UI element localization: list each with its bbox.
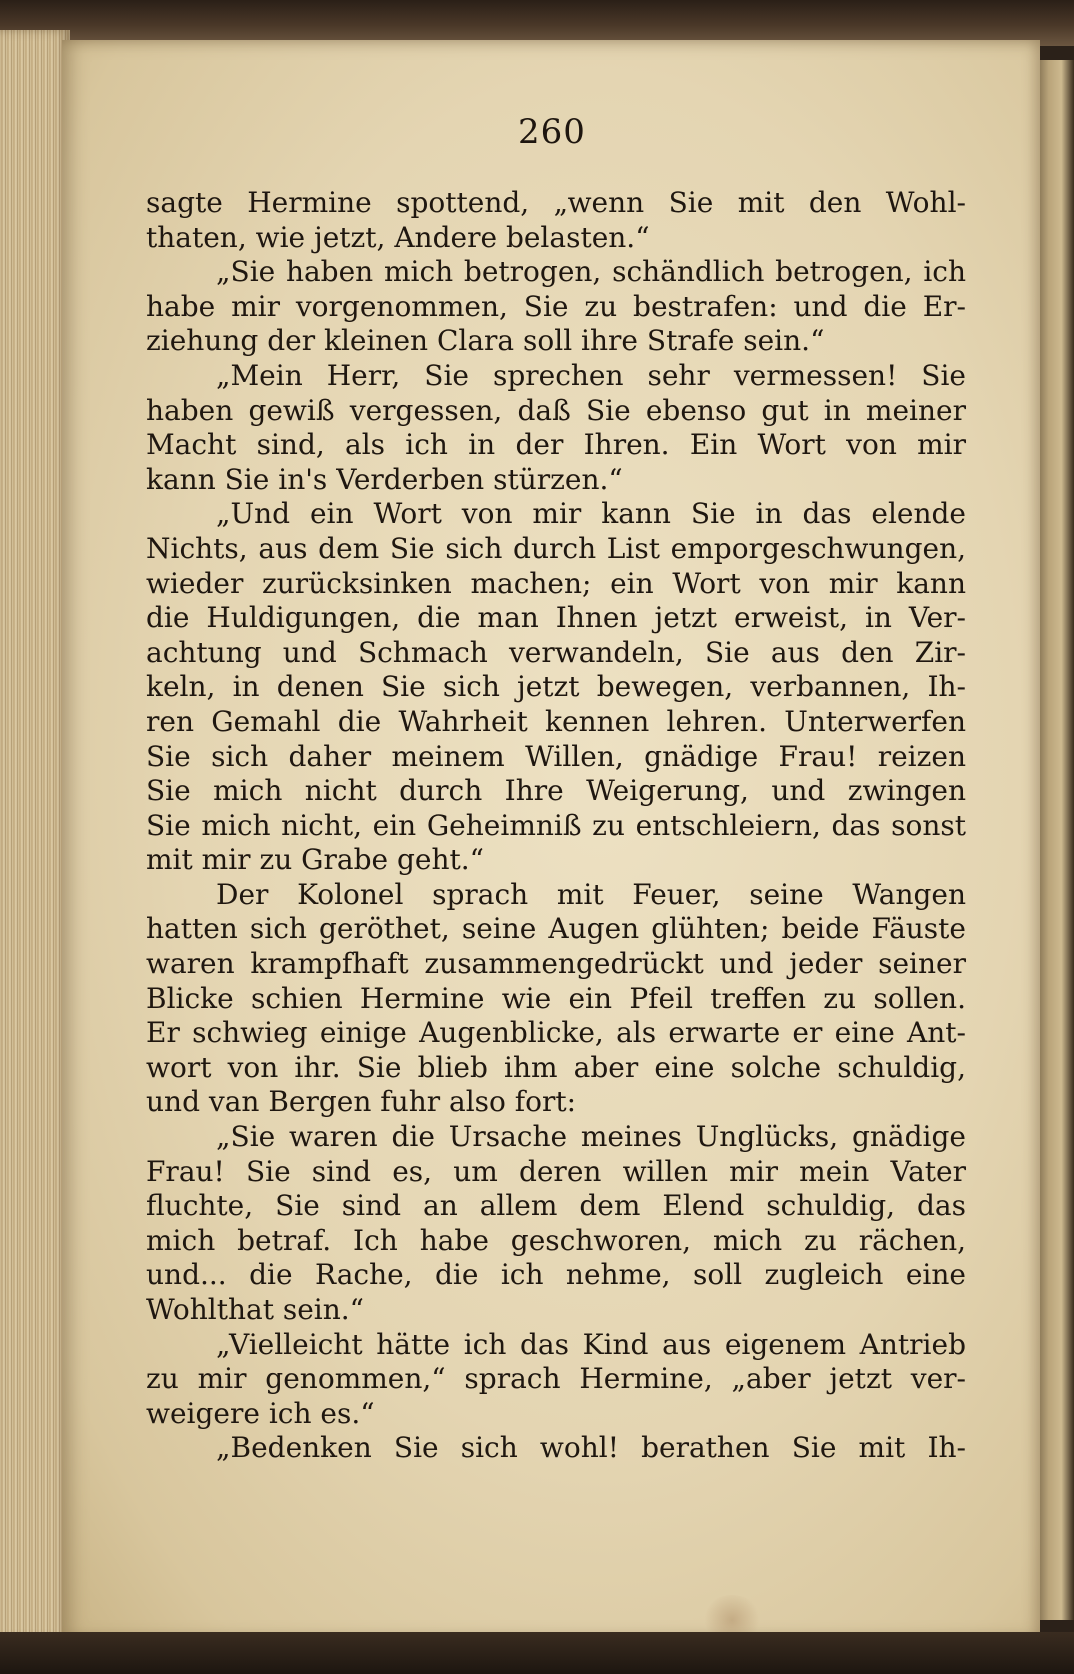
text-line: zu mir genommen,“ sprach Hermine, „aber jetzt ver-: [146, 1362, 966, 1396]
text-line: hatten sich geröthet, seine Augen glühten; beide Fäuste: [146, 912, 966, 946]
text-line: ren Gemahl die Wahrheit kennen lehren. Unterwerfen: [146, 704, 966, 738]
text-line: Frau! Sie sind es, um deren willen mir mein Vater: [146, 1154, 966, 1188]
text-line: „Sie haben mich betrogen, schändlich betrogen, ich: [216, 255, 966, 289]
text-line: weigere ich es.“: [146, 1396, 375, 1430]
text-line: waren krampfhaft zusammengedrückt und jeder seiner: [146, 947, 966, 981]
text-line: ziehung der kleinen Clara soll ihre Strafe sein.“: [146, 324, 825, 358]
text-line: thaten, wie jetzt, Andere belasten.“: [146, 220, 650, 254]
text-line: „Und ein Wort von mir kann Sie in das elende: [216, 497, 966, 531]
text-line: „Sie waren die Ursache meines Unglücks, gnädige: [216, 1120, 966, 1154]
text-line: sagte Hermine spottend, „wenn Sie mit den Wohl-: [146, 186, 966, 219]
text-line: Blicke schien Hermine wie ein Pfeil treffen zu sollen.: [146, 981, 966, 1015]
text-line: Macht sind, als ich in der Ihren. Ein Wort von mir: [146, 428, 966, 462]
text-line: haben gewiß vergessen, daß Sie ebenso gut in meiner: [146, 393, 966, 427]
text-line: mit mir zu Grabe geht.“: [146, 843, 484, 877]
text-line: Sie mich nicht, ein Geheimniß zu entschleiern, das sonst: [146, 808, 966, 842]
text-line: keln, in denen Sie sich jetzt bewegen, verbannen, Ih-: [146, 670, 966, 704]
text-line: wort von ihr. Sie blieb ihm aber eine solche schuldig,: [146, 1050, 966, 1084]
text-line: Der Kolonel sprach mit Feuer, seine Wangen: [216, 877, 966, 911]
text-line: mich betraf. Ich habe geschworen, mich zu rächen,: [146, 1223, 966, 1257]
text-line: Nichts, aus dem Sie sich durch List emporgeschwungen,: [146, 531, 966, 565]
text-line: Er schwieg einige Augenblicke, als erwarte er eine Ant-: [146, 1016, 966, 1050]
text-line: und... die Rache, die ich nehme, soll zugleich eine: [146, 1258, 966, 1292]
book-cover-bottom: [0, 1632, 1074, 1674]
text-line: wieder zurücksinken machen; ein Wort von mir kann: [146, 566, 966, 600]
text-line: Sie sich daher meinem Willen, gnädige Frau! reizen: [146, 739, 966, 773]
body-text: [146, 186, 966, 1466]
text-line: habe mir vorgenommen, Sie zu bestrafen: und die Er-: [146, 289, 966, 323]
text-line: „Vielleicht hätte ich das Kind aus eigenem Antrieb: [216, 1327, 966, 1361]
text-line: „Bedenken Sie sich wohl! berathen Sie mit Ih-: [216, 1431, 966, 1465]
text-line: kann Sie in's Verderben stürzen.“: [146, 462, 623, 496]
text-line: „Mein Herr, Sie sprechen sehr vermessen! Sie: [216, 358, 966, 392]
text-line: achtung und Schmach verwandeln, Sie aus den Zir-: [146, 635, 966, 669]
text-line: die Huldigungen, die man Ihnen jetzt erweist, in Ver-: [146, 601, 966, 635]
page-edges-left: [0, 30, 70, 1640]
text-line: Wohlthat sein.“: [146, 1293, 364, 1326]
text-line: fluchte, Sie sind an allem dem Elend schuldig, das: [146, 1189, 966, 1223]
text-line: und van Bergen fuhr also fort:: [146, 1085, 577, 1119]
page-number: 260: [518, 112, 586, 152]
text-line: Sie mich nicht durch Ihre Weigerung, und zwingen: [146, 774, 966, 808]
